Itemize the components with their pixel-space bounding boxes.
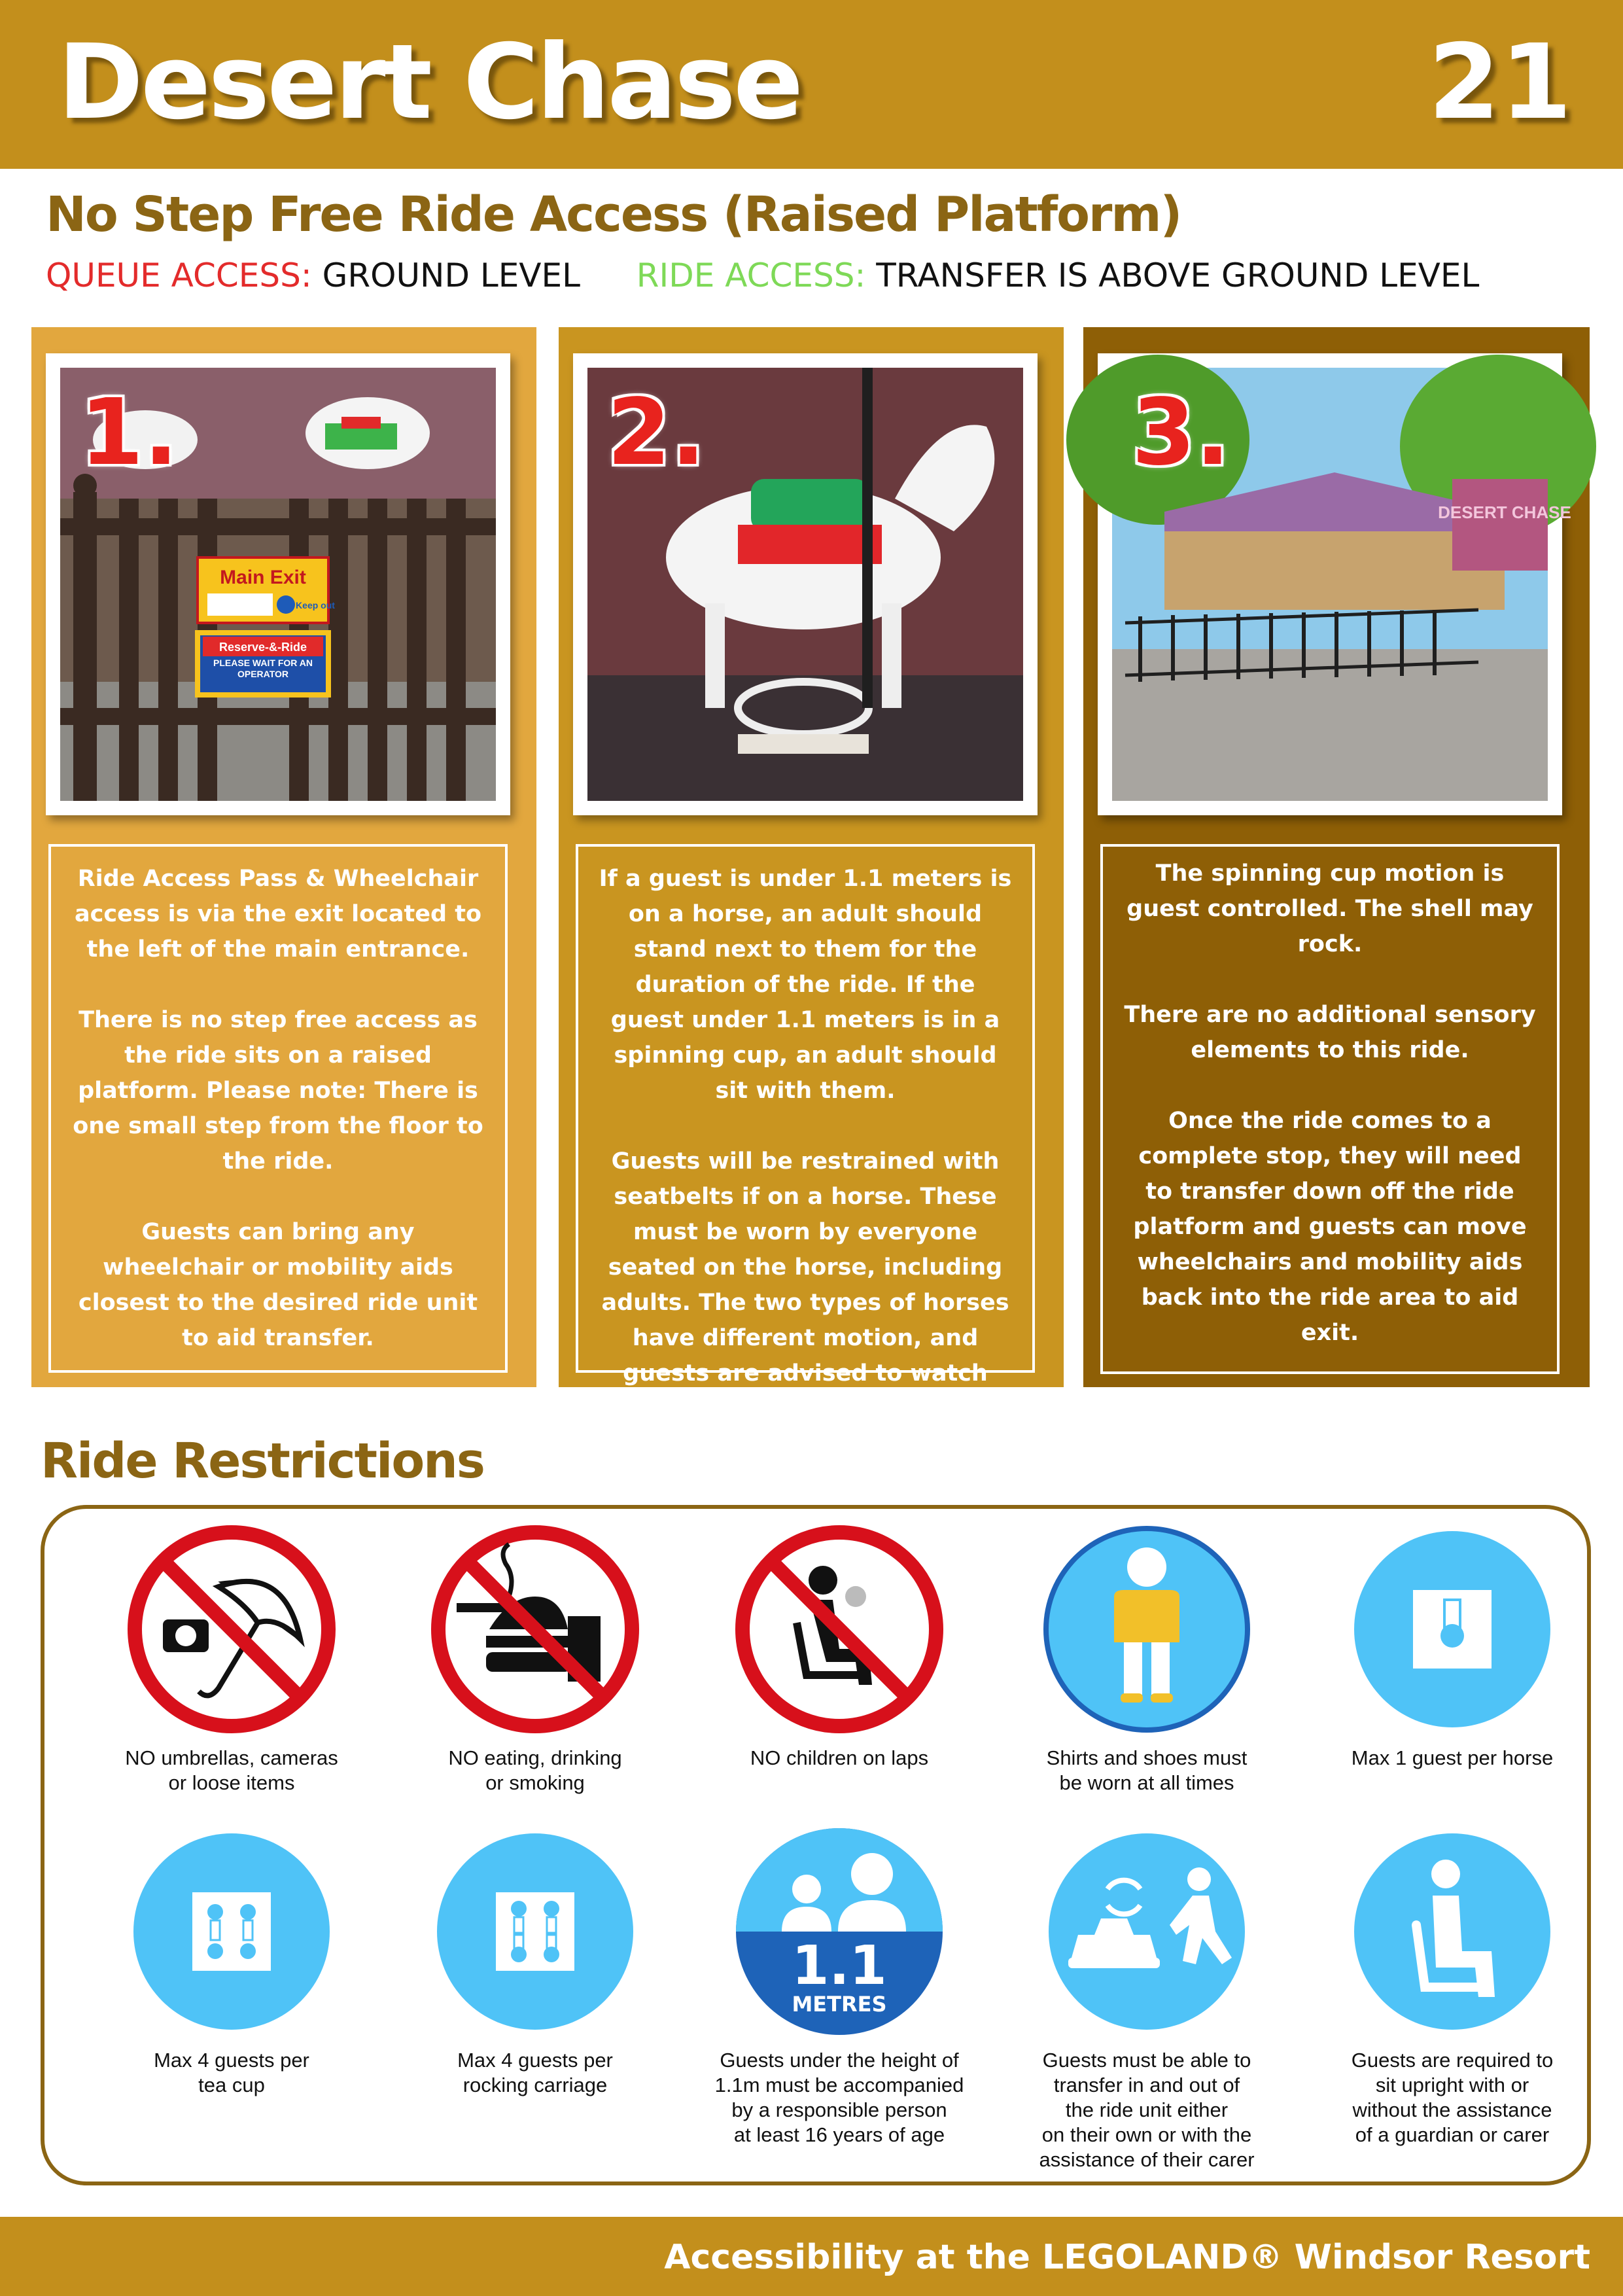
restriction-caption: Guests are required to sit upright with or without the assistance of a guardian or carer [1351, 2049, 1554, 2146]
restriction-carriage [398, 1827, 672, 2098]
access-subtitle: No Step Free Ride Access (Raised Platform) [46, 186, 1181, 243]
one-guest-horse-icon [1348, 1525, 1557, 1734]
restriction-height [702, 1827, 977, 2147]
restriction-shirts-shoes [1009, 1525, 1284, 1795]
panel-2-paragraph: If a guest is under 1.1 meters is on a horse, an adult should stand next to them for the duration of the ride. If the guest under 1.1 meters is in a spinning cup, an adult should sit with them. [599, 866, 1012, 1104]
step-number-1: 1. [80, 380, 179, 486]
sign-operator: PLEASE WAIT FOR AN OPERATOR [213, 658, 313, 679]
queue-access-value: GROUND LEVEL [322, 256, 580, 294]
header-bar [0, 0, 1623, 169]
no-umbrella-camera-icon [127, 1525, 336, 1734]
restriction-teacup [94, 1827, 369, 2098]
restriction-transfer [1009, 1827, 1284, 2172]
height-unit: METRES [792, 1992, 887, 2017]
step-number-3: 3. [1132, 380, 1230, 486]
restriction-sit-upright [1315, 1827, 1590, 2147]
sign-main-exit: Main Exit [220, 567, 306, 588]
ride-restrictions-box [41, 1505, 1591, 2185]
restriction-caption: Max 1 guest per horse [1351, 1746, 1554, 1769]
restriction-caption: NO umbrellas, cameras or loose items [125, 1746, 338, 1794]
access-line [46, 256, 1479, 294]
panel-1-paragraph: Ride Access Pass & Wheelchair access is via the exit located to the left of the main entrance. [74, 866, 482, 963]
panel-1-text [48, 844, 508, 1373]
restriction-no-loose-items [94, 1525, 369, 1795]
restriction-caption: NO eating, drinking or smoking [448, 1746, 622, 1794]
step-number-2: 2. [607, 380, 706, 486]
footer-bar [0, 2217, 1623, 2296]
ride-access-value: TRANSFER IS ABOVE GROUND LEVEL [876, 256, 1480, 294]
ride-restrictions-title: Ride Restrictions [41, 1433, 484, 1489]
sit-upright-icon [1348, 1827, 1557, 2036]
no-lap-children-icon [735, 1525, 944, 1734]
footer-text: Accessibility at the LEGOLAND® Windsor Resort [664, 2238, 1590, 2277]
restriction-caption: Shirts and shoes must be worn at all times [1046, 1746, 1248, 1794]
panel-3-paragraph: The spinning cup motion is guest controlled. The shell may rock. [1126, 860, 1533, 957]
panel-3-text [1100, 844, 1560, 1374]
info-panel-1 [31, 327, 536, 1387]
restriction-caption: Max 4 guests per rocking carriage [457, 2049, 613, 2096]
panel-2-paragraph: Guests will be restrained with seatbelts if on a horse. These must be worn by everyone seated on the horse, including adults. The two types of horses have different motion, and guests are advised to watch the ride prior to boarding. [601, 1148, 1009, 1422]
restriction-caption: Max 4 guests per tea cup [154, 2049, 309, 2096]
panel-1-paragraph: Guests can bring any wheelchair or mobility aids closest to the desired ride unit to aid transfer. [78, 1219, 478, 1351]
ride-access-label: RIDE ACCESS: [636, 256, 866, 294]
info-panel-2 [559, 327, 1064, 1422]
info-panel-3 [1083, 327, 1590, 1387]
panel-3-paragraph: Once the ride comes to a complete stop, they will need to transfer down off the ride platform and guests can move wheelchairs and mobility aids back into the ride area to aid exit. [1133, 1108, 1527, 1346]
restriction-caption: Guests must be able to transfer in and out of the ride unit either on their own or with the assistance of their carer [1039, 2049, 1255, 2171]
restriction-no-laps [702, 1525, 977, 1771]
no-eating-smoking-icon [430, 1525, 640, 1734]
page-title: Desert Chase [58, 22, 801, 143]
height-accompany-icon [735, 1827, 944, 2036]
photo-carousel-exterior [1098, 353, 1571, 815]
restriction-one-per-horse [1315, 1525, 1590, 1771]
transfer-ride-icon [1042, 1827, 1251, 2036]
four-guests-teacup-icon [127, 1827, 336, 2036]
sign-reserve-ride: Reserve-&-Ride [218, 641, 307, 654]
shirt-shoes-icon [1042, 1525, 1251, 1734]
sign-keep-out: Keep out [296, 600, 335, 610]
photo-exit-gate [46, 353, 510, 815]
panel-2-text [576, 844, 1035, 1422]
height-value: 1.1 [792, 1935, 887, 1997]
four-guests-carriage-icon [430, 1827, 640, 2036]
page-number: 21 [1428, 22, 1572, 143]
restriction-caption: NO children on laps [750, 1746, 929, 1769]
panel-3-paragraph: There are no additional sensory elements to this ride. [1124, 1002, 1536, 1063]
restriction-no-eating [398, 1525, 672, 1795]
restriction-caption: Guests under the height of 1.1m must be accompanied by a responsible person at least 16 years of age [714, 2049, 964, 2146]
sign-desert-chase: DESERT CHASE [1438, 503, 1571, 522]
panel-1-paragraph: There is no step free access as the ride sits on a raised platform. Please note: There is one small step from the floor to the ride. [73, 1007, 483, 1174]
queue-access-label: QUEUE ACCESS: [46, 256, 312, 294]
photo-carousel-horse [573, 353, 1038, 815]
